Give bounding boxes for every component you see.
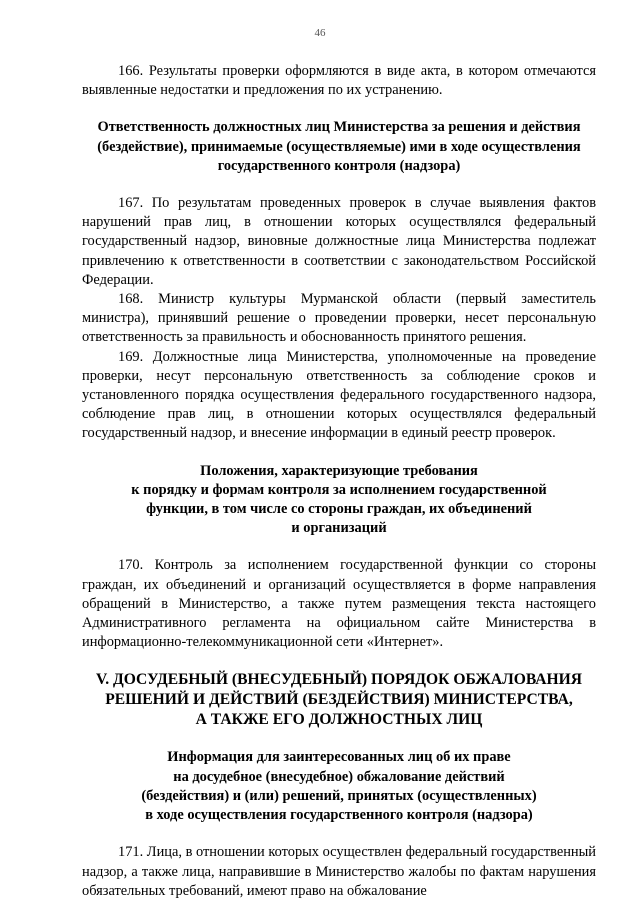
heading-line: в ходе осуществления государственного контроля (надзора)	[145, 807, 533, 824]
section-line: V. ДОСУДЕБНЫЙ (ВНЕСУДЕБНЫЙ) ПОРЯДОК ОБЖАЛОВАНИЯ	[95, 671, 583, 689]
page-content	[82, 62, 596, 901]
paragraph-170: 170. Контроль за исполнением государственной функции со стороны граждан, их объединений и организаций осуществляется в форме направления обращений в Министерство, а также путем размещения текста настоящего Административного регламента на официальном сайте Министерства в информационно-телекоммуникационной сети «Интернет».	[82, 557, 596, 651]
paragraph-167: 167. По результатам проведенных проверок в случае выявления фактов нарушений прав лиц, в отношении которых осуществлялся федеральный государственный надзор, виновные должностные лица Министерства подлежат привлечению к ответственности в соответствии с законодательством Российской Федерации.	[82, 195, 596, 288]
heading-appeal-info	[82, 748, 596, 825]
paragraph-169: 169. Должностные лица Министерства, уполномоченные на проведение проверки, несут персональную ответственность за соблюдение сроков и установленного порядка осуществления федерального государственного надзора, соблюдение прав лиц, в отношении которых осуществлялся федеральный государственный надзор, и внесение информации в единый реестр проверок.	[82, 348, 596, 442]
heading-line: и организаций	[291, 520, 387, 537]
heading-control-requirements	[82, 462, 596, 539]
heading-line: на досудебное (внесудебное) обжалование действий	[173, 768, 505, 785]
heading-line: к порядку и формам контроля за исполнением государственной	[131, 481, 547, 498]
paragraph-171: 171. Лица, в отношении которых осуществлен федеральный государственный надзор, а также лица, направившие в Министерство жалобы по фактам нарушения обязательных требований, имеют право на обжалование	[82, 844, 596, 899]
heading-line: (бездействия) и (или) решений, принятых (осуществленных)	[141, 787, 537, 804]
section-v-heading	[82, 670, 596, 730]
heading-responsibility: Ответственность должностных лиц Министерства за решения и действия (бездействие), принимаемые (осуществляемые) ими в ходе осуществления государственного контроля (надзора)	[97, 119, 581, 174]
heading-line: функции, в том числе со стороны граждан, их объединений	[146, 501, 532, 518]
paragraph-166: 166. Результаты проверки оформляются в виде акта, в котором отмечаются выявленные недостатки и предложения по их устранению.	[82, 63, 596, 99]
section-line: А ТАКЖЕ ЕГО ДОЛЖНОСТНЫХ ЛИЦ	[195, 711, 483, 729]
paragraph-168: 168. Министр культуры Мурманской области (первый заместитель министра), принявший решение о проведении проверки, несет персональную ответственность за правильность и обоснованность принятого решения.	[82, 291, 596, 346]
heading-line: Положения, характеризующие требования	[200, 462, 478, 479]
page-number: 46	[314, 27, 326, 39]
heading-line: Информация для заинтересованных лиц об их праве	[167, 749, 511, 766]
section-line: РЕШЕНИЙ И ДЕЙСТВИЙ (БЕЗДЕЙСТВИЯ) МИНИСТЕРСТВА,	[105, 691, 573, 709]
